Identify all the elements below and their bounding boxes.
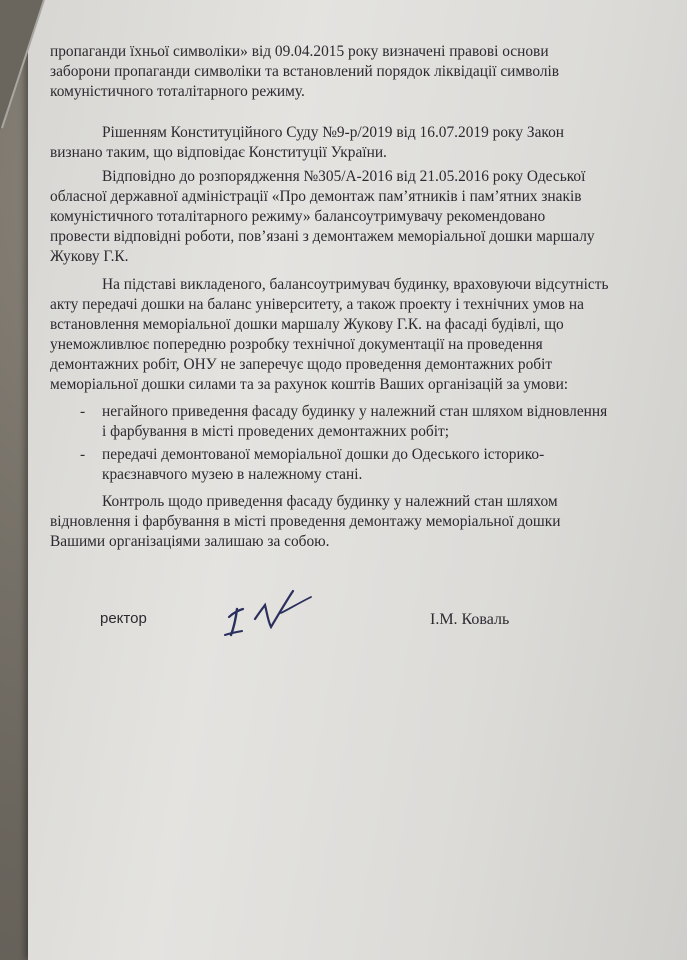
text-line: Рішенням Конституційного Суду №9-р/2019 від 16.07.2019 року Закон [102, 124, 565, 141]
text-line: пропаганди їхньої символіки» від 09.04.2015 року визначені правові основи [50, 43, 549, 60]
paragraph-1 [50, 42, 635, 102]
paragraph-3 [50, 167, 635, 267]
bullet-list [80, 402, 635, 485]
signatory-role: ректор [100, 610, 147, 627]
paragraph-5 [50, 492, 635, 552]
text-line: унеможливлює попередню розробку технічної документації на проведення [50, 336, 543, 353]
signatory-name: І.М. Коваль [430, 611, 510, 628]
text-line: комуністичного тоталітарного режиму. [50, 83, 305, 100]
text-line: демонтажних робіт, ОНУ не заперечує щодо проведення демонтажних робіт [50, 356, 553, 373]
text-line: визнано таким, що відповідає Конституції України. [50, 144, 387, 161]
text-line: заборони пропаганди символіки та встановлений порядок ліквідації символів [50, 63, 560, 80]
text-line: меморіальної дошки силами та за рахунок коштів Ваших організацій за умови: [50, 376, 569, 393]
bullet-marker: - [80, 446, 86, 463]
text-line: встановлення меморіальної дошки маршалу Жукову Г.К. на фасаді будівлі, що [50, 316, 564, 333]
bullet-marker: - [80, 403, 86, 420]
paragraph-2 [50, 123, 635, 163]
text-line: Вашими організаціями залишаю за собою. [50, 533, 330, 550]
text-line: відновлення і фарбування в місті проведення демонтажу меморіальної дошки [50, 513, 561, 530]
text-line: акту передачі дошки на баланс університету, а також проекту і технічних умов на [50, 296, 584, 313]
text-line: Відповідно до розпорядження №305/А-2016 від 21.05.2016 року Одеської [102, 168, 586, 185]
text-line: і фарбування в місті проведених демонтажних робіт; [102, 423, 450, 440]
text-line: провести відповідні роботи, пов’язані з демонтажем меморіальної дошки маршалу [50, 228, 595, 245]
paragraph-4 [50, 275, 635, 395]
text-line: На підставі викладеного, балансоутримувач будинку, враховуючи відсутність [102, 276, 609, 293]
handwritten-signature [215, 573, 325, 643]
text-line: Контроль щодо приведення фасаду будинку у належний стан шляхом [102, 493, 558, 510]
text-line: комуністичного тоталітарного режиму» балансоутримувачу рекомендовано [50, 208, 546, 225]
text-line: передачі демонтованої меморіальної дошки до Одеського історико- [102, 446, 545, 463]
text-line: негайного приведення фасаду будинку у належний стан шляхом відновлення [102, 403, 608, 420]
list-item [80, 445, 635, 485]
text-line: краєзнавчого музею в належному стані. [102, 466, 363, 483]
text-line: обласної державної адміністрації «Про демонтаж пам’ятників і пам’ятних знаків [50, 188, 582, 205]
text-line: Жукову Г.К. [50, 248, 129, 265]
list-item [80, 402, 635, 442]
